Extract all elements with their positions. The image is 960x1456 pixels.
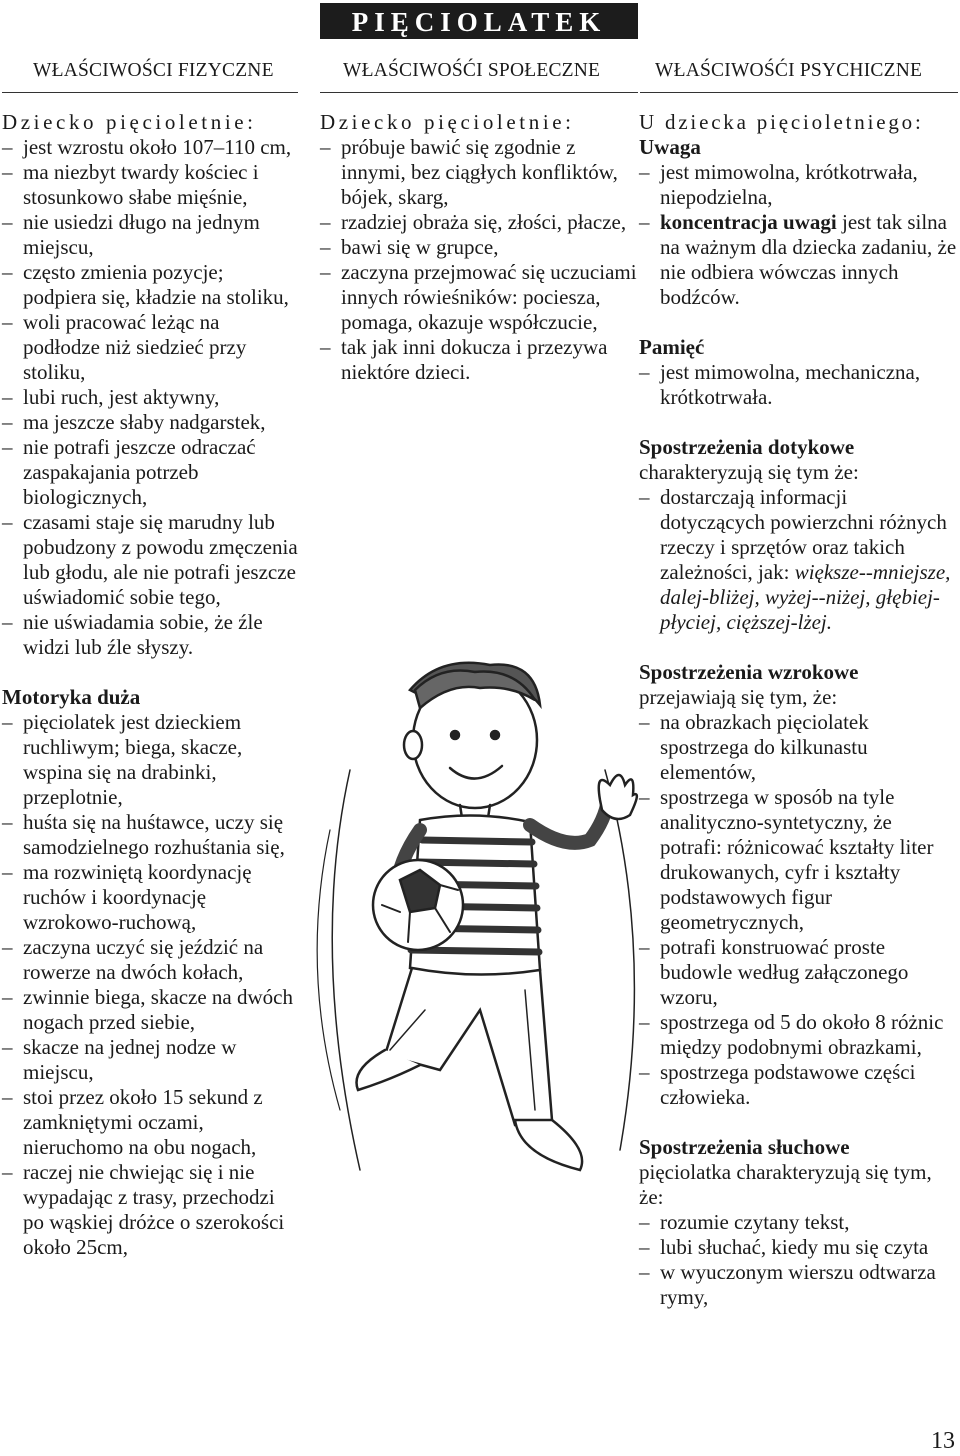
header-social: WŁAŚCIWOŚĆI SPOŁECZNE	[343, 60, 601, 81]
list-item: – ma niezbyt twardy kościec i stosunkowo słabe mięśnie,	[2, 160, 300, 210]
hearing-list	[639, 1210, 957, 1310]
visual-intro: przejawiają się tym, że:	[639, 685, 838, 709]
list-item: – często zmienia pozycje; podpiera się, kładzie na stoliku,	[2, 260, 300, 310]
visual-list	[639, 710, 957, 1110]
list-item: – nie usiedzi długo na jednym miejscu,	[2, 210, 300, 260]
list-item: – nie uświadamia sobie, że źle widzi lub źle słyszy.	[2, 610, 300, 660]
motor-list	[2, 710, 300, 1260]
hearing-heading: Spostrzeżenia słuchowe	[639, 1135, 850, 1159]
list-item: – bawi się w grupce,	[320, 235, 638, 260]
list-item: – potrafi konstruować proste budowle według załączonego wzoru,	[639, 935, 957, 1010]
list-item: – rzadziej obraża się, złości, płacze,	[320, 210, 638, 235]
list-item: – jest mimowolna, mechaniczna, krótkotrwała.	[639, 360, 957, 410]
social-list	[320, 135, 638, 385]
attention-heading: Uwaga	[639, 135, 701, 159]
list-item: – nie potrafi jeszcze odraczać zaspakajania potrzeb biologicznych,	[2, 435, 300, 510]
visual-heading: Spostrzeżenia wzrokowe	[639, 660, 859, 684]
hearing-intro: pięciolatka charakteryzują się tym, że:	[639, 1160, 932, 1209]
attention-list	[639, 160, 957, 310]
physical-list	[2, 135, 300, 660]
list-item: – tak jak inni dokucza i przezywa niektóre dzieci.	[320, 335, 638, 385]
list-item: – próbuje bawić się zgodnie z innymi, bez ciągłych konfliktów, bójek, skarg,	[320, 135, 638, 210]
list-item: – lubi słuchać, kiedy mu się czyta	[639, 1235, 957, 1260]
list-item: – zwinnie biega, skacze na dwóch nogach przed siebie,	[2, 985, 300, 1035]
list-item: – spostrzega w sposób na tyle analityczno-syntetyczny, że potrafi: różnicować kształty liter drukowanych, cyfr i kształty podstawowych figur geometrycznych,	[639, 785, 957, 935]
touch-list	[639, 485, 957, 635]
header-psychic: WŁAŚCIWOŚĆI PSYCHICZNE	[655, 60, 923, 81]
attention-rest: jest tak silna na ważnym dla dziecka zadaniu, że nie odbiera wówczas innych bodźców.	[660, 210, 957, 309]
boy-with-ball-illustration	[290, 650, 670, 1235]
list-item: – czasami staje się marudny lub pobudzony z powodu zmęczenia lub głodu, ale nie potrafi jeszcze uświadomić sobie tego,	[2, 510, 300, 610]
list-item: – lubi ruch, jest aktywny,	[2, 385, 300, 410]
physical-intro: Dziecko pięcioletnie:	[2, 110, 257, 134]
list-item: – woli pracować leżąc na podłodze niż siedzieć przy stoliku,	[2, 310, 300, 385]
list-item: – w wyuczonym wierszu odtwarza rymy,	[639, 1260, 957, 1310]
list-item: – huśta się na huśtawce, uczy się samodzielnego rozhuśtania się,	[2, 810, 300, 860]
list-item: – skacze na jednej nodze w miejscu,	[2, 1035, 300, 1085]
page-number: 13	[931, 1428, 955, 1454]
touch-text: dostarczają informacji dotyczących powierzchni różnych rzeczy i sprzętów oraz takich zależności, jak:	[660, 485, 947, 584]
list-item: – spostrzega podstawowe części człowieka.	[639, 1060, 957, 1110]
list-item: – raczej nie chwiejąc się i nie wypadając z trasy, przechodzi po wąskiej dróżce o szerokości około 25cm,	[2, 1160, 300, 1260]
memory-list	[639, 360, 957, 410]
list-item: – ma rozwiniętą koordynację ruchów i koordynację wzrokowo-ruchową,	[2, 860, 300, 935]
touch-italic: większe--mniejsze, dalej-bliżej, wyżej--niżej, głębiej-płyciej, cięższej-lżej.	[660, 560, 951, 634]
list-item: – jest mimowolna, krótkotrwała, niepodzielna,	[639, 160, 957, 210]
psychic-intro: U dziecka pięcioletniego:	[639, 110, 924, 134]
list-item: – zaczyna uczyć się jeździć na rowerze na dwóch kołach,	[2, 935, 300, 985]
motor-heading: Motoryka duża	[2, 685, 141, 709]
page-title: PIĘCIOLATEK	[320, 3, 638, 39]
attention-bold-term: koncentracja uwagi	[660, 210, 837, 234]
list-item: – zaczyna przejmować się uczuciami innych rówieśników: pociesza, pomaga, okazuje współczucie,	[320, 260, 638, 335]
memory-heading: Pamięć	[639, 335, 705, 359]
touch-heading: Spostrzeżenia dotykowe	[639, 435, 855, 459]
list-item	[639, 210, 957, 310]
rule-psychic	[640, 92, 958, 93]
physical-column	[2, 110, 300, 1260]
psychic-column	[639, 110, 957, 1310]
social-column	[320, 110, 638, 385]
social-intro: Dziecko pięcioletnie:	[320, 110, 575, 134]
list-item	[639, 485, 957, 635]
touch-intro: charakteryzują się tym że:	[639, 460, 859, 484]
list-item: – rozumie czytany tekst,	[639, 1210, 957, 1235]
list-item: – stoi przez około 15 sekund z zamkniętymi oczami, nieruchomo na obu nogach,	[2, 1085, 300, 1160]
list-item: – pięciolatek jest dzieckiem ruchliwym; biega, skacze, wspina się na drabinki, przeplotnie,	[2, 710, 300, 810]
header-physical: WŁAŚCIWOŚCI FIZYCZNE	[33, 60, 274, 81]
list-item: – ma jeszcze słaby nadgarstek,	[2, 410, 300, 435]
list-item: – spostrzega od 5 do około 8 różnic między podobnymi obrazkami,	[639, 1010, 957, 1060]
list-item: – na obrazkach pięciolatek spostrzega do kilkunastu elementów,	[639, 710, 957, 785]
rule-physical	[2, 92, 298, 93]
rule-social	[320, 92, 638, 93]
list-item: – jest wzrostu około 107–110 cm,	[2, 135, 300, 160]
